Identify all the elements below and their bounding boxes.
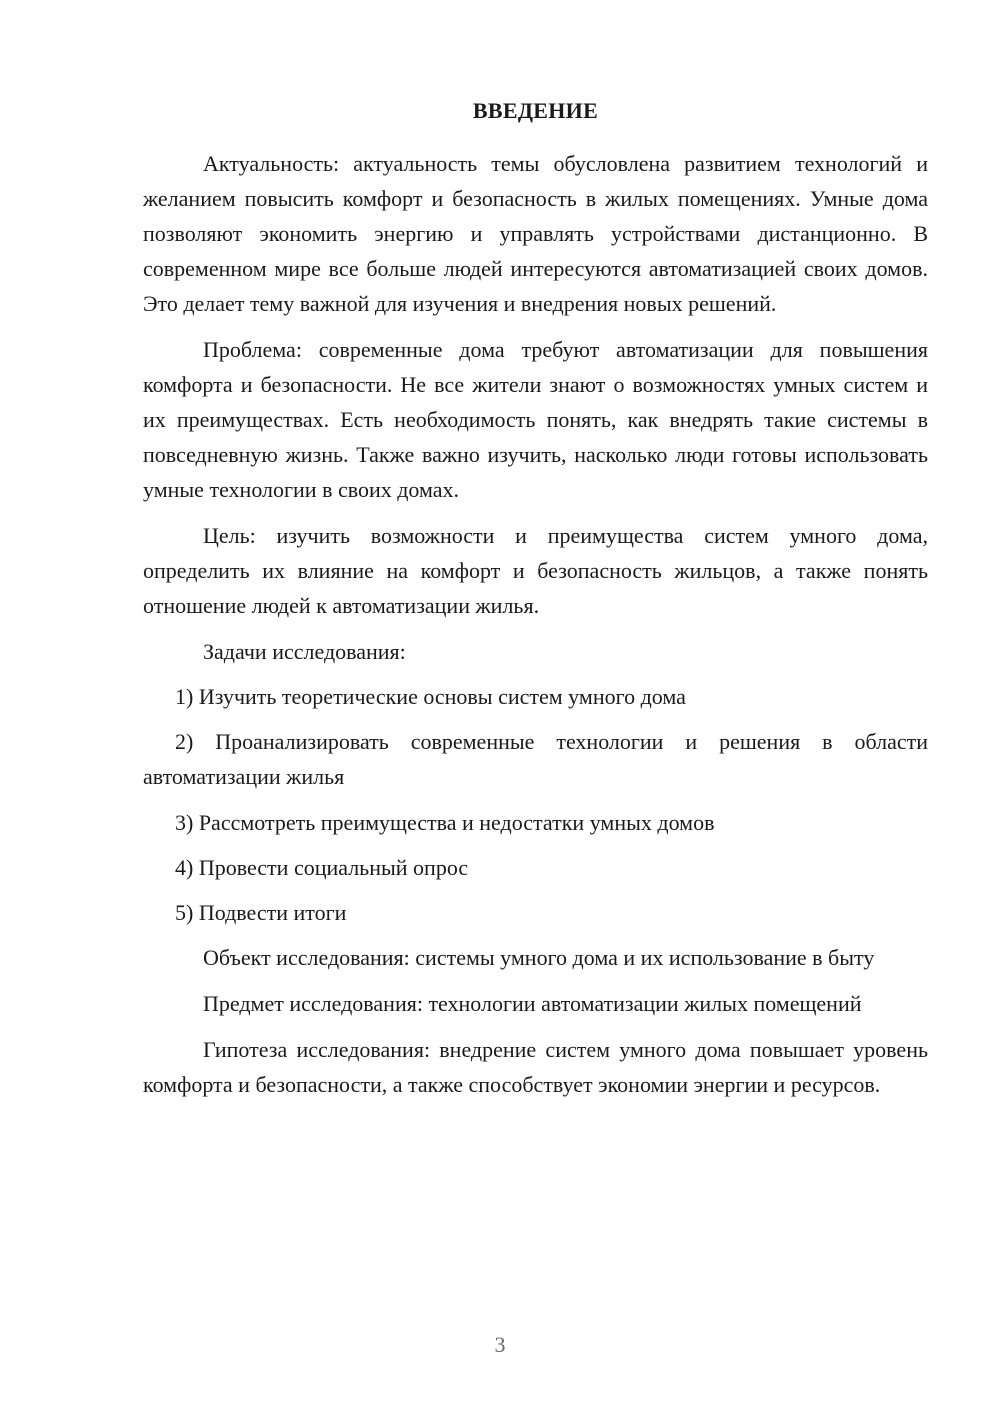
task-item-3: 3) Рассмотреть преимущества и недостатки умных домов <box>175 810 715 835</box>
relevance-paragraph: Актуальность: актуальность темы обусловлена развитием технологий и желанием повысить комфорт и безопасность в жилых помещениях. Умные дома позволяют экономить энергию и управлять устройствами дистанционно. В современном мире все больше людей интересуются автоматизацией своих домов. Это делает тему важной для изучения и внедрения новых решений. <box>143 151 928 316</box>
tasks-heading: Задачи исследования: <box>203 639 406 664</box>
section-title: ВВЕДЕНИЕ <box>472 98 599 123</box>
document-page <box>143 96 928 1113</box>
task-item-1: 1) Изучить теоретические основы систем умного дома <box>175 684 686 709</box>
problem-paragraph: Проблема: современные дома требуют автоматизации для повышения комфорта и безопасности. Не все жители знают о возможностях умных систем и их преимуществах. Есть необходимость понять, как внедрять такие системы в повседневную жизнь. Также важно изучить, насколько люди готовы использовать умные технологии в своих домах. <box>143 337 928 502</box>
hypothesis-paragraph: Гипотеза исследования: внедрение систем умного дома повышает уровень комфорта и безопасности, а также способствует экономии энергии и ресурсов. <box>143 1037 928 1097</box>
subject-paragraph: Предмет исследования: технологии автоматизации жилых помещений <box>203 991 862 1016</box>
task-item-2: 2) Проанализировать современные технологии и решения в области автоматизации жилья <box>143 729 928 789</box>
task-item-4: 4) Провести социальный опрос <box>175 855 469 880</box>
page-number: 3 <box>494 1332 506 1357</box>
goal-paragraph: Цель: изучить возможности и преимущества систем умного дома, определить их влияние на комфорт и безопасность жильцов, а также понять отношение людей к автоматизации жилья. <box>143 523 928 618</box>
task-item-5: 5) Подвести итоги <box>175 900 347 925</box>
object-paragraph: Объект исследования: системы умного дома и их использование в быту <box>203 945 875 970</box>
